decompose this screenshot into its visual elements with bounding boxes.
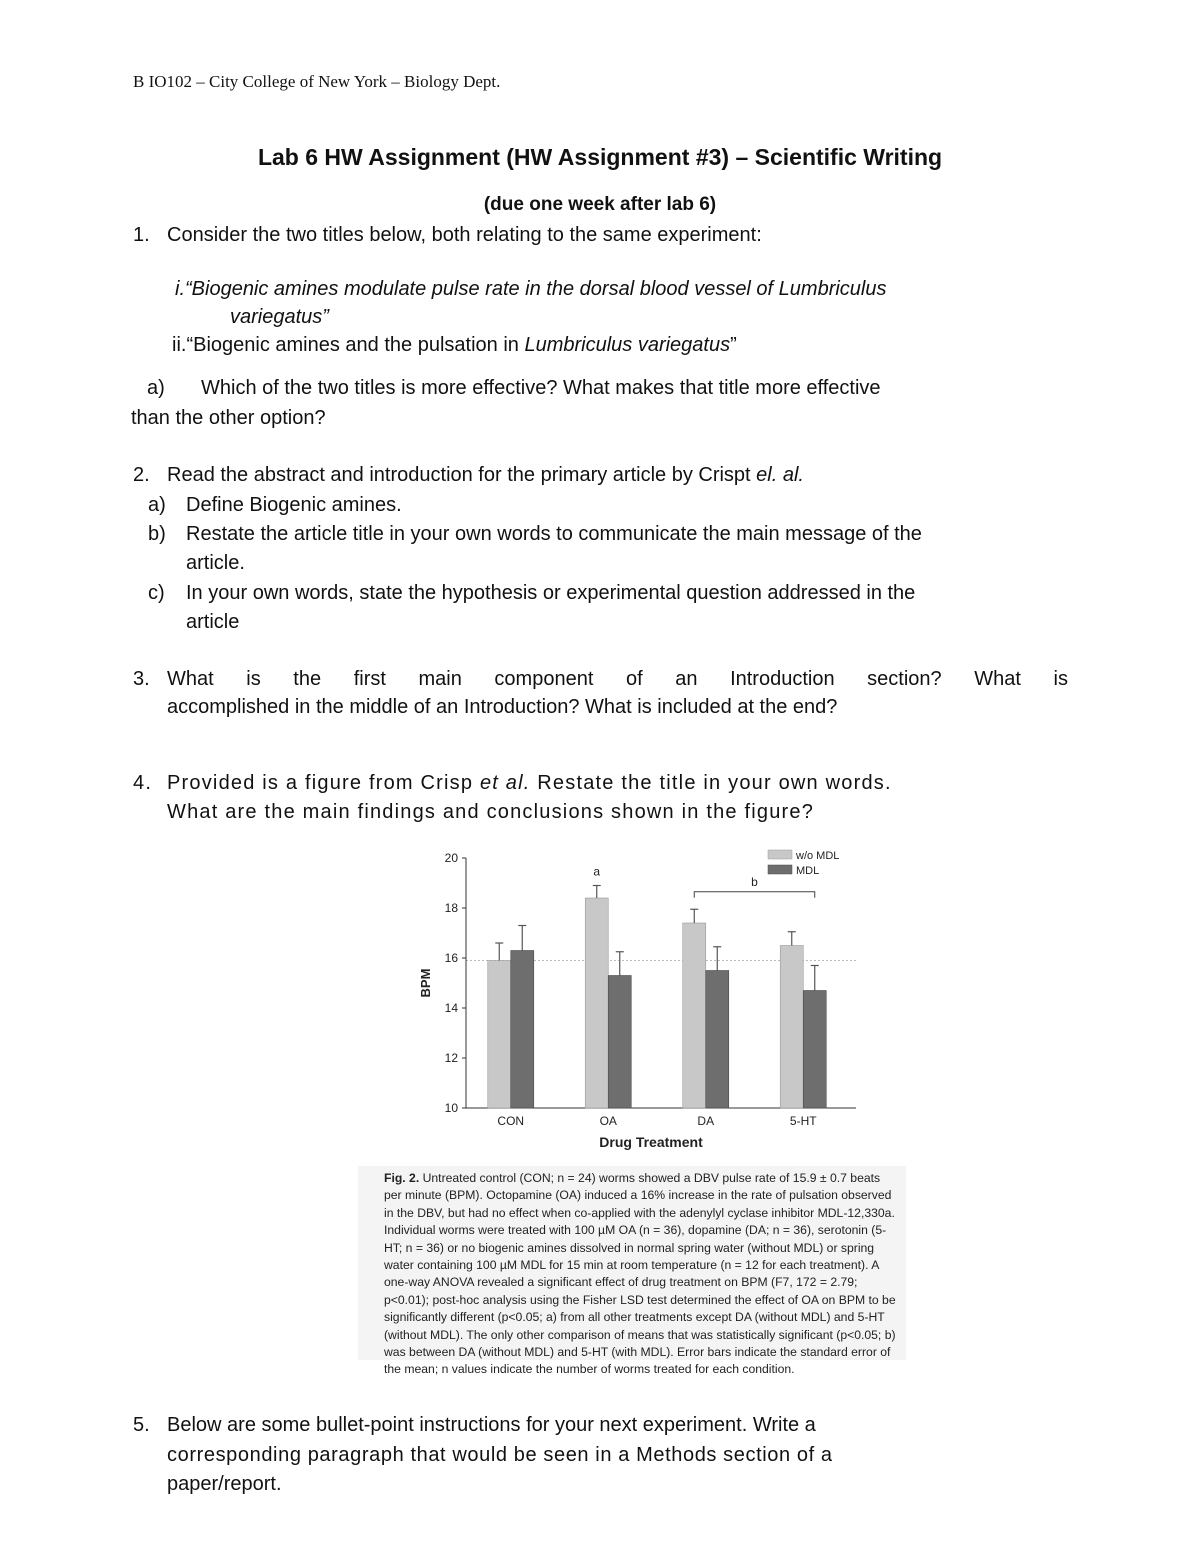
question-word: is [246, 668, 261, 690]
figure-caption [384, 1170, 898, 1379]
question-word: What [974, 668, 1021, 690]
question-2c [148, 582, 915, 605]
x-tick-label: CON [497, 1114, 525, 1128]
bar-DA-w/o MDL [683, 923, 706, 1108]
option-species: Lumbriculus variegatus [524, 334, 731, 356]
question-word: of [625, 668, 643, 690]
question-text: Consider the two titles below, both relating to the same experiment: [167, 224, 762, 246]
bar-CON-MDL [511, 951, 534, 1109]
part-label: c) [148, 582, 165, 604]
option-text: “Biogenic amines and the pulsation in [186, 334, 525, 356]
question-word: is [1053, 668, 1068, 690]
question-text-italic: et al. [479, 772, 531, 794]
title-option-i [175, 278, 887, 301]
question-word: main [418, 668, 462, 690]
option-number: i. [175, 278, 185, 300]
x-tick-label: 5-HT [789, 1114, 817, 1128]
question-text: Below are some bullet-point instructions for your next experiment. Write a [167, 1414, 816, 1436]
bar-OA-w/o MDL [585, 898, 608, 1108]
bar-5-HT-MDL [803, 991, 826, 1109]
bpm-bar-chart [358, 838, 906, 1164]
significance-bracket [694, 892, 815, 898]
part-text: Define Biogenic amines. [186, 494, 402, 516]
page-subtitle: (due one week after lab 6) [483, 194, 717, 215]
question-number: 4. [133, 772, 153, 794]
question-number: 2. [133, 464, 150, 486]
question-text-end: Restate the title in your own words. [530, 772, 892, 794]
y-tick-label: 14 [444, 1001, 458, 1015]
question-word: section? [867, 668, 942, 690]
question-2b [148, 523, 922, 546]
caption-text: Untreated control (CON; n = 24) worms showed a DBV pulse rate of 15.9 ± 0.7 beats per minute (BPM). Octopamine (OA) induced a 16% increase in the rate of pulsation observed in the DBV, but had no effect when co-applied with the adenylyl cyclase inhibitor MDL-12,330a. Individual worms were treated with 100 µM OA (n = 36), dopamine (DA; n = 36), serotonin (5-HT; n = 36) or no biogenic amines dissolved in normal spring water (without MDL) or spring water containing 100 µM MDL for 15 min at room temperature (n = 12 for each treatment). A one-way ANOVA revealed a significant effect of drug treatment on BPM (F7, 172 = 2.79; p<0.01); post-hoc analysis using the Fisher LSD test determined the effect of OA on BPM to be significantly different (p<0.05; a) from all other treatments except DA (without MDL) and 5-HT (without MDL). The only other comparison of means that was statistically significant (p<0.05; b) was between DA (without MDL) and 5-HT (with MDL). Error bars indicate the standard error of the mean; n values indicate the number of worms treated for each condition. [384, 1171, 896, 1377]
question-2b-continued: article. [186, 552, 245, 574]
question-4-continued: What are the main findings and conclusions shown in the figure? [167, 801, 815, 823]
significance-label-b: b [751, 874, 758, 889]
question-text: Provided is a figure from Crisp [167, 772, 480, 794]
bar-DA-MDL [706, 971, 729, 1109]
option-text-end: ” [730, 334, 737, 356]
question-2 [133, 464, 804, 487]
question-number: 1. [133, 224, 150, 246]
question-text-italic: el. al. [756, 464, 804, 486]
part-text: Restate the article title in your own words to communicate the main message of the [186, 523, 922, 545]
question-word: Introduction [730, 668, 835, 690]
question-2a [148, 494, 402, 517]
question-word: first [353, 668, 386, 690]
caption-label: Fig. 2. [384, 1171, 420, 1185]
bar-OA-MDL [608, 976, 631, 1109]
question-5 [133, 1414, 816, 1437]
question-word: What [167, 668, 214, 690]
question-number: 5. [133, 1414, 150, 1436]
question-2c-continued: article [186, 611, 240, 633]
bar-5-HT-w/o MDL [780, 946, 803, 1109]
title-option-i-continued: variegatus” [230, 306, 329, 328]
y-axis-label: BPM [418, 968, 433, 998]
significance-label-a: a [593, 864, 601, 879]
legend-label: MDL [796, 865, 820, 877]
part-label: a) [148, 494, 166, 516]
part-label: a) [147, 377, 165, 399]
title-option-ii [172, 334, 737, 357]
legend-label: w/o MDL [796, 850, 840, 862]
question-1a-continued: than the other option? [131, 407, 326, 429]
y-tick-label: 18 [444, 901, 458, 915]
x-axis-label: Drug Treatment [599, 1134, 703, 1150]
question-3-continued: accomplished in the middle of an Introduction? What is included at the end? [167, 696, 838, 718]
y-tick-label: 16 [444, 951, 458, 965]
question-1 [133, 224, 762, 247]
question-1a [147, 377, 881, 400]
option-text: “Biogenic amines modulate pulse rate in the dorsal blood vessel of Lumbriculus [185, 278, 887, 300]
y-tick-label: 10 [444, 1101, 458, 1115]
part-label: b) [148, 523, 166, 545]
y-tick-label: 12 [444, 1051, 458, 1065]
y-tick-label: 20 [444, 851, 458, 865]
page-title: Lab 6 HW Assignment (HW Assignment #3) – Scientific Writing [257, 144, 943, 170]
question-text [167, 668, 1068, 691]
x-tick-label: DA [697, 1114, 715, 1128]
part-text: Which of the two titles is more effective? What makes that title more effective [201, 377, 881, 399]
x-tick-label: OA [599, 1114, 617, 1128]
question-word: the [293, 668, 322, 690]
question-number: 3. [133, 668, 150, 690]
bar-CON-w/o MDL [488, 961, 511, 1109]
question-4 [133, 772, 892, 795]
course-header: B IO102 – City College of New York – Biology Dept. [133, 72, 501, 91]
option-number: ii. [172, 334, 187, 356]
legend-swatch-MDL [768, 865, 792, 874]
question-text: Read the abstract and introduction for the primary article by Crispt [167, 464, 757, 486]
question-word: an [675, 668, 698, 690]
part-text: In your own words, state the hypothesis or experimental question addressed in the [186, 582, 916, 604]
legend-swatch-w/o MDL [768, 850, 792, 859]
question-3 [133, 668, 1068, 691]
question-5-continued-2: paper/report. [167, 1473, 282, 1495]
question-word: component [494, 668, 594, 690]
question-5-continued: corresponding paragraph that would be seen in a Methods section of a [167, 1444, 833, 1466]
